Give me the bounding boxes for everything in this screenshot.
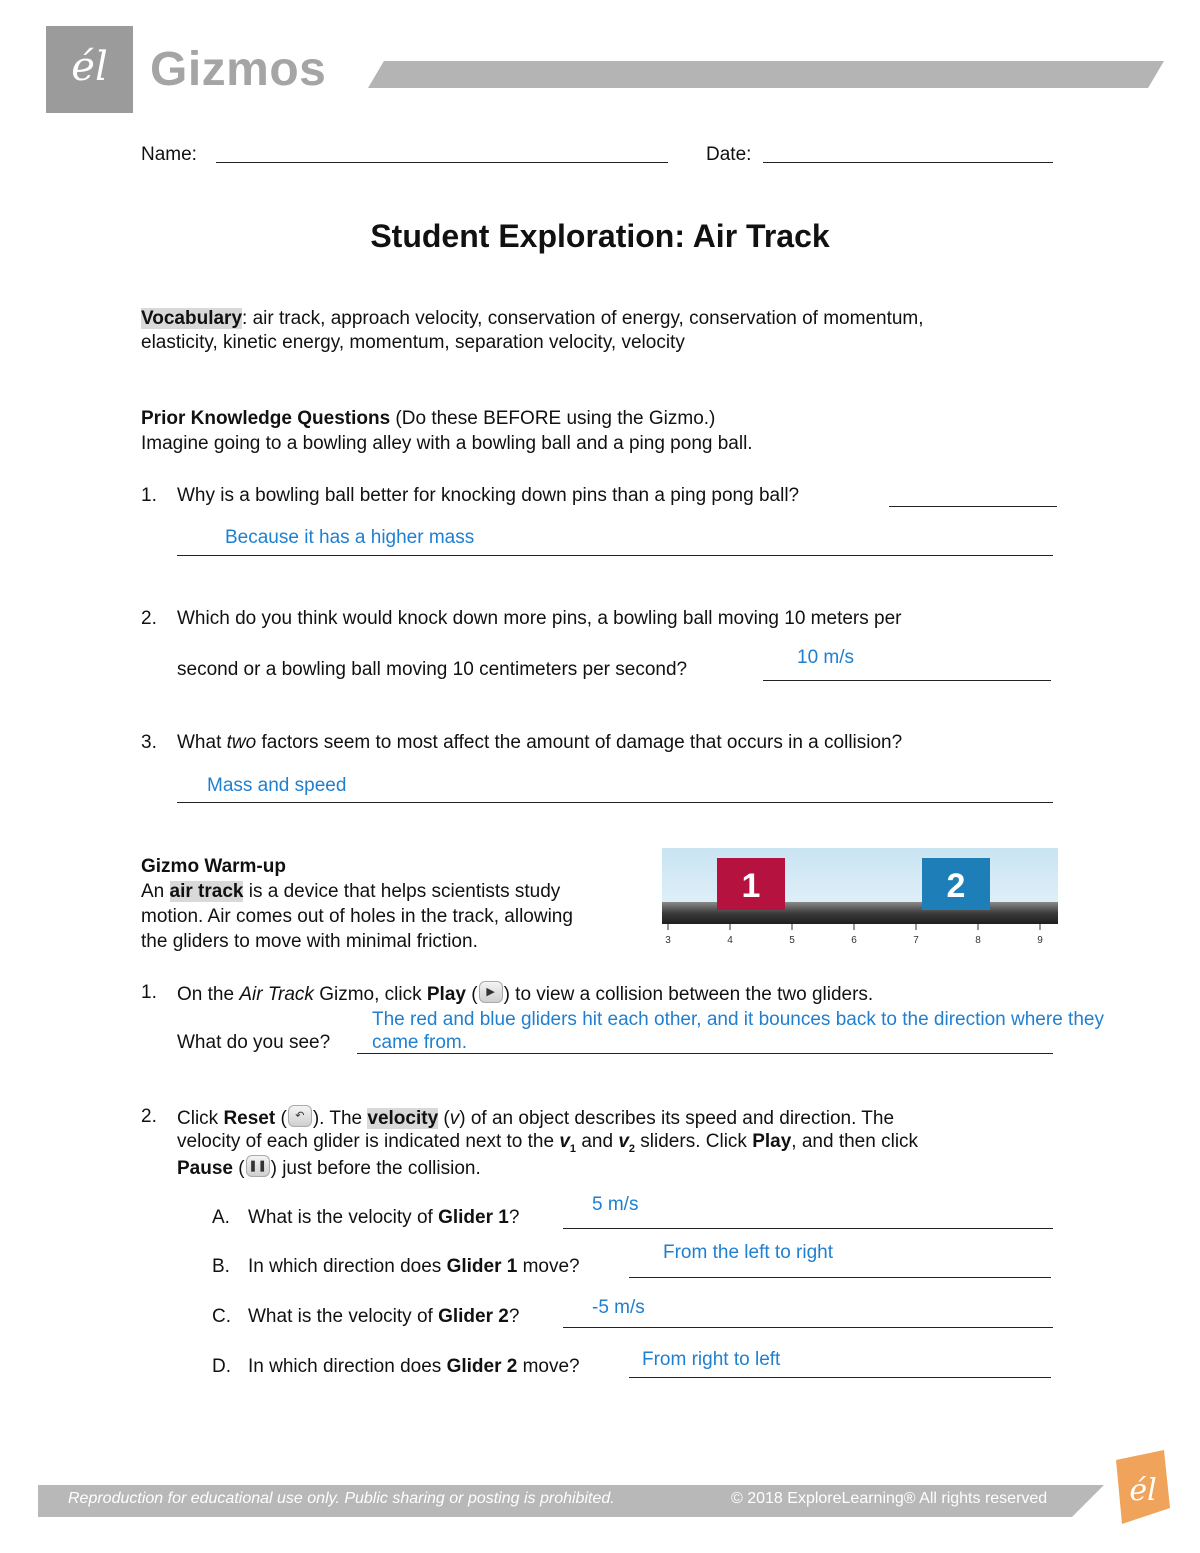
warmup-q1-answer-1: The red and blue gliders hit each other, and it bounces back to the direction where they [372,1009,1104,1030]
sub-b-bold: Glider 1 [446,1256,518,1277]
sub-d-answer: From right to left [642,1349,781,1370]
prior-q2-number: 2. [141,608,157,629]
sub-a-pre: What is the velocity of [248,1207,439,1228]
vocabulary-line-2: elasticity, kinetic energy, momentum, separation velocity, velocity [141,332,685,353]
sub-c-pre: What is the velocity of [248,1306,439,1327]
prior-heading-note: (Do these BEFORE using the Gizmo.) [390,408,716,429]
sub-d-letter: D. [212,1356,231,1377]
warmup-q2-number: 2. [141,1106,157,1127]
vocabulary-line-1 [141,307,924,331]
sub-c-post: ? [508,1306,520,1327]
warmup-p1-post: is a device that helps scientists study [243,881,561,902]
sub-a-letter: A. [212,1207,230,1228]
glider-1-label: 1 [741,867,761,905]
sub-d-post: move? [517,1356,580,1377]
pause-icon[interactable]: ❚❚ [246,1155,270,1177]
q2-l3a: ( [232,1158,245,1179]
q2-l2a: velocity of each glider is indicated next to the [177,1131,560,1152]
q1-b: Air Track [239,984,314,1005]
air-track-term: air track [169,881,244,902]
q2-c: ). The [312,1108,368,1129]
track-tick-label: 4 [727,935,733,946]
scale-area [662,924,1058,948]
prior-heading-bold: Prior Knowledge Questions [141,408,391,429]
vocabulary-label: Vocabulary [141,308,243,329]
v1-sub: 1 [569,1142,577,1155]
q2-reset-word: Reset [223,1108,276,1129]
footer-logo-svg [1106,1448,1172,1528]
name-label: Name: [141,144,197,165]
q2-v: v [449,1108,460,1129]
prior-q1-answer: Because it has a higher mass [225,527,475,548]
warmup-q1-text [177,981,873,1007]
warmup-q1-answer-2: came from. [372,1032,468,1053]
q2-l2b: and [576,1131,619,1152]
prior-q1-line-a[interactable] [889,486,1057,507]
prior-q2-text-2: second or a bowling ball moving 10 centimeters per second? [177,659,688,680]
q1-a: On the [177,984,240,1005]
q2-play-word: Play [752,1131,792,1152]
q1-c: Gizmo, click [313,984,427,1005]
warmup-para-2: motion. Air comes out of holes in the track, allowing [141,906,573,927]
prior-q2-answer: 10 m/s [797,647,855,668]
warmup-para-3: the gliders to move with minimal friction. [141,931,478,952]
sub-b-letter: B. [212,1256,230,1277]
track-tick-label: 6 [851,935,857,946]
sub-d-text [248,1355,580,1379]
air-track-image [662,848,1058,948]
footer-copyright: © 2018 ExploreLearning® All rights reserved [731,1490,1048,1507]
sub-b-answer: From the left to right [663,1242,834,1263]
sub-a-post: ? [508,1207,520,1228]
warmup-p1-pre: An [141,881,170,902]
sub-b-text [248,1255,580,1279]
page-title: Student Exploration: Air Track [370,218,830,254]
prior-q3-text [177,731,902,755]
air-track-svg [662,848,1058,948]
track-tick-label: 5 [789,935,795,946]
q2-e: ) of an object describes its speed and direction. The [459,1108,895,1129]
q2-d: ( [438,1108,450,1129]
q2-pause-word: Pause [177,1158,233,1179]
q2-l3b: ) just before the collision. [270,1158,481,1179]
track-tick-label: 7 [913,935,919,946]
track-tick-label: 8 [975,935,981,946]
q1-e: ( [465,984,478,1005]
footer-logo-mark: él [1129,1473,1157,1508]
v1-symbol: v [559,1131,570,1152]
warmup-q1-ask: What do you see? [177,1032,331,1053]
date-label: Date: [706,144,752,165]
explorelearning-logo: él [46,26,133,113]
sub-a-text [248,1206,519,1230]
warmup-para-1 [141,880,560,904]
vocabulary-terms-1: : air track, approach velocity, conservation of energy, conservation of momentum, [242,308,924,329]
warmup-q1-number: 1. [141,982,157,1003]
sub-a-bold: Glider 1 [438,1207,509,1228]
sub-c-answer: -5 m/s [592,1297,645,1318]
warmup-q2-line-1 [177,1105,894,1131]
footer-disclaimer: Reproduction for educational use only. Public sharing or posting is prohibited. [68,1490,615,1507]
q3-emphasis: two [226,732,257,753]
sub-c-letter: C. [212,1306,231,1327]
sub-a-answer: 5 m/s [592,1194,639,1215]
warmup-heading: Gizmo Warm-up [141,856,286,877]
prior-q2-text-1: Which do you think would knock down more pins, a bowling ball moving 10 meters per [177,608,902,629]
q2-a: Click [177,1108,224,1129]
header-bar [368,61,1164,88]
date-field[interactable] [763,142,1053,163]
q2-b: ( [275,1108,287,1129]
q3-pre: What [177,732,227,753]
sub-b-pre: In which direction does [248,1256,447,1277]
glider-2-label: 2 [946,867,966,905]
sub-b-post: move? [517,1256,580,1277]
sub-d-bold: Glider 2 [446,1356,518,1377]
velocity-term: velocity [367,1108,439,1129]
v2-symbol: v [618,1131,629,1152]
q2-l2d: , and then click [791,1131,919,1152]
sub-c-text [248,1305,519,1329]
q2-l2c: sliders. Click [635,1131,753,1152]
sub-c-bold: Glider 2 [438,1306,509,1327]
play-icon[interactable]: ▶ [479,981,503,1003]
warmup-q2-line-3 [177,1155,481,1181]
name-field[interactable] [216,142,668,163]
q3-post: factors seem to most affect the amount of damage that occurs in a collision? [256,732,903,753]
reset-icon[interactable]: ↶ [288,1105,312,1127]
prior-q3-number: 3. [141,732,157,753]
track-tick-label: 9 [1037,935,1043,946]
q1-f: ) to view a collision between the two gliders. [503,984,874,1005]
footer-logo-icon [1106,1448,1172,1528]
sub-d-pre: In which direction does [248,1356,447,1377]
q1-play-word: Play [426,984,466,1005]
prior-q1-number: 1. [141,485,157,506]
prior-knowledge-heading [141,407,715,431]
prior-q3-answer: Mass and speed [207,775,347,796]
gizmos-brand: Gizmos [150,43,327,96]
track-tick-label: 3 [665,935,671,946]
v2-sub: 2 [628,1142,636,1155]
prior-q1-text: Why is a bowling ball better for knocking down pins than a ping pong ball? [177,485,800,506]
prior-intro: Imagine going to a bowling alley with a bowling ball and a ping pong ball. [141,433,753,454]
